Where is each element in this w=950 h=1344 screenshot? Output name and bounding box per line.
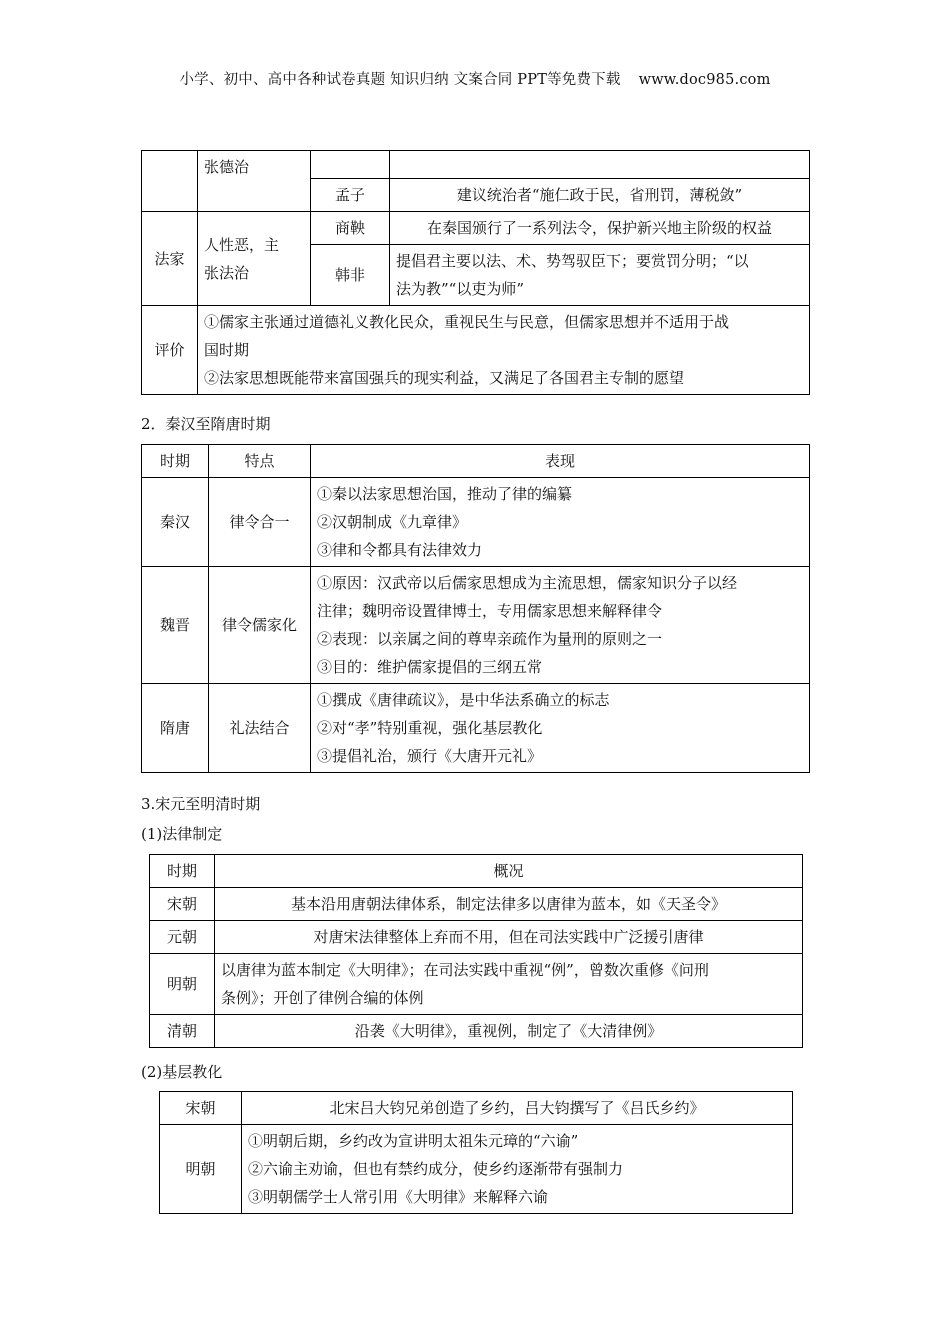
performance-line: ③提倡礼治，颁行《大唐开元礼》 [317,747,543,765]
school-cell-fajia [142,212,198,306]
period-text: 明朝 [166,975,197,993]
performance-line: ③目的：维护儒家提倡的三纲五常 [317,658,543,676]
person-mengzi: 孟子 [334,186,365,204]
desc-cell-mengzi [390,179,810,212]
performance-line: 注律；魏明帝设置律博士，专用儒家思想来解释律令 [317,602,663,620]
pingjia-content-cell [198,306,810,395]
header-period [142,445,209,478]
law-making-table [149,854,803,1048]
pingjia-line: 国时期 [204,341,250,359]
performance-line: ③律和令都具有法律效力 [317,541,483,559]
idea-line: 人性恶，主 [204,235,280,254]
performance-line: ②汉朝制成《九章律》 [317,513,468,531]
pingjia-label: 评价 [154,341,185,359]
header-text: 特点 [244,452,275,470]
overview-cell [215,954,803,1015]
period-cell [150,921,215,954]
period-cell [160,1092,242,1125]
person-hanfei: 韩非 [334,266,365,284]
overview-line: 条例》；开创了律例合编的体例 [221,989,424,1007]
performance-cell [311,567,810,684]
period-text: 元朝 [166,928,197,946]
header-feature [209,445,311,478]
qinhan-suitang-table [141,444,810,773]
period-cell [142,567,209,684]
idea-cell-fajia [198,212,311,306]
jiaohua-cell [242,1125,793,1214]
overview-cell [215,1015,803,1048]
header-url[interactable]: www.doc985.com [638,72,771,88]
section3-title: 3.宋元至明清时期 [141,795,261,813]
period-cell [142,684,209,773]
section2-title: 2．秦汉至隋唐时期 [141,415,271,433]
period-text: 清朝 [166,1022,197,1040]
header-period [150,855,215,888]
person-cell-mengzi [311,179,390,212]
desc-line: 法为教”“以吏为师” [396,280,525,298]
performance-line: ①秦以法家思想治国，推动了律的编纂 [317,485,573,503]
pingjia-label-cell [142,306,198,395]
person-cell-blank [311,151,390,179]
feature-cell [209,567,311,684]
grassroots-table [159,1091,793,1214]
performance-cell [311,478,810,567]
desc-cell-blank [390,151,810,179]
person-shangyang: 商鞅 [334,219,365,237]
period-text: 秦汉 [159,513,190,531]
header-performance [311,445,810,478]
desc-line: 提倡君主要以法、术、势驾驭臣下；要赏罚分明；“以 [396,252,749,270]
overview-line: 沿袭《大明律》，重视例，制定了《大清律例》 [354,1022,663,1040]
overview-line: 基本沿用唐朝法律体系，制定法律多以唐律为蓝本，如《天圣令》 [290,895,726,913]
desc-cell-hanfei [390,245,810,306]
overview-cell [215,888,803,921]
pingjia-line: ②法家思想既能带来富国强兵的现实利益，又满足了各国君主专制的愿望 [204,369,685,387]
feature-cell [209,684,311,773]
desc-mengzi: 建议统治者“施仁政于民，省刑罚，薄税敛” [456,186,743,204]
header-overview [215,855,803,888]
period-text: 宋朝 [185,1099,216,1117]
idea-line: 张法治 [204,263,250,282]
feature-text: 律令合一 [229,513,290,531]
performance-line: ②对“孝”特别重视，强化基层教化 [317,719,543,737]
person-cell-shangyang [311,212,390,245]
header-text: 概况 [493,862,524,880]
idea-text: 张德治 [204,158,250,176]
overview-line: 以唐律为蓝本制定《大明律》；在司法实践中重视“例”，曾数次重修《问刑 [221,961,709,979]
feature-text: 律令儒家化 [221,616,297,634]
jiaohua-line: ①明朝后期，乡约改为宣讲明太祖朱元璋的“六谕” [248,1132,579,1150]
section3-sub2: (2)基层教化 [141,1063,223,1081]
performance-cell [311,684,810,773]
period-text: 魏晋 [159,616,190,634]
feature-text: 礼法结合 [229,719,290,737]
header-text: 时期 [159,452,190,470]
period-cell [150,954,215,1015]
school-cell-blank [142,151,198,212]
desc-cell-shangyang [390,212,810,245]
jiaohua-line: ③明朝儒学士人常引用《大明律》来解释六谕 [248,1188,549,1206]
period-text: 宋朝 [166,895,197,913]
feature-cell [209,478,311,567]
period-text: 隋唐 [159,719,190,737]
section3-sub1: (1)法律制定 [141,825,223,843]
jiaohua-cell [242,1092,793,1125]
person-cell-hanfei [311,245,390,306]
period-cell [150,888,215,921]
school-fajia: 法家 [154,249,185,268]
schools-table [141,150,810,395]
header-text: 小学、初中、高中各种试卷真题 知识归纳 文案合同 PPT等免费下载 [179,72,621,88]
performance-line: ①撰成《唐律疏议》，是中华法系确立的标志 [317,691,610,709]
desc-shangyang: 在秦国颁行了一系列法令，保护新兴地主阶级的权益 [426,219,772,237]
period-cell [142,478,209,567]
period-cell [160,1125,242,1214]
period-cell [150,1015,215,1048]
jiaohua-line: 北宋吕大钧兄弟创造了乡约，吕大钧撰写了《吕氏乡约》 [329,1099,705,1117]
period-text: 明朝 [185,1160,216,1178]
overview-line: 对唐宋法律整体上弃而不用，但在司法实践中广泛援引唐律 [313,928,704,946]
pingjia-line: ①儒家主张通过道德礼义教化民众，重视民生与民意，但儒家思想并不适用于战 [204,313,730,331]
header-text: 时期 [166,862,197,880]
idea-cell-zhangdezhi [198,151,311,212]
overview-cell [215,921,803,954]
jiaohua-line: ②六谕主劝谕，但也有禁约成分，使乡约逐渐带有强制力 [248,1160,624,1178]
performance-line: ①原因：汉武帝以后儒家思想成为主流思想，儒家知识分子以经 [317,574,738,592]
page-header [0,68,950,89]
header-text: 表现 [544,452,575,470]
performance-line: ②表现：以亲属之间的尊卑亲疏作为量刑的原则之一 [317,630,663,648]
